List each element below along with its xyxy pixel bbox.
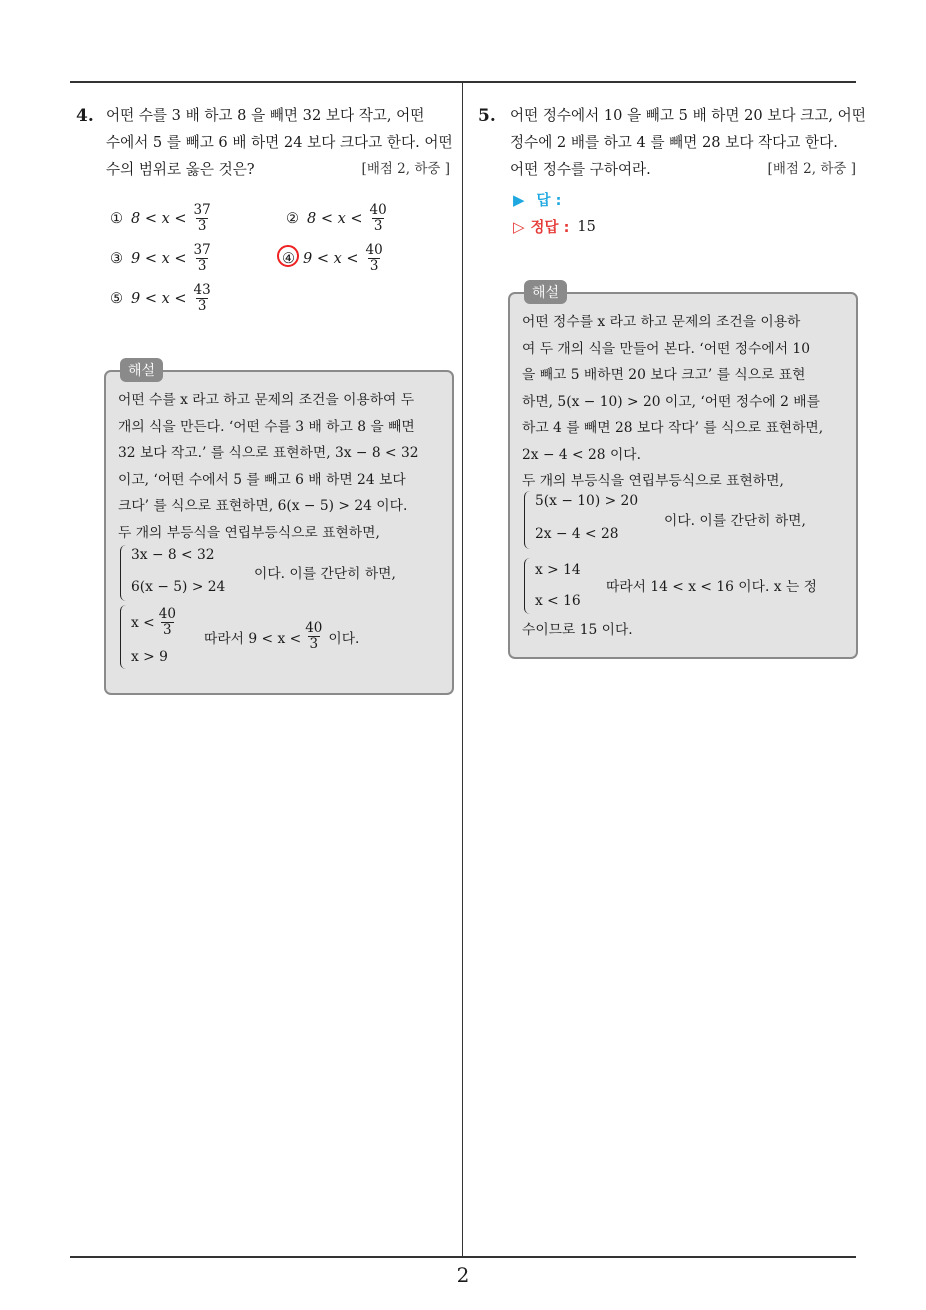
question-5-score: [배점 2, 하중 ]	[767, 161, 856, 177]
question-4-line: 수에서 5 를 빼고 6 배 하면 24 보다 크다고 한다. 어떤	[106, 134, 453, 151]
numerator: 40	[158, 606, 176, 622]
system-line	[131, 607, 176, 638]
question-4-text	[106, 102, 453, 183]
explanation-line: 이고, ‘어떤 수에서 5 를 빼고 6 배 하면 24 보다	[118, 471, 406, 488]
answer-mark-circle	[277, 245, 299, 267]
numerator: 40	[369, 202, 387, 218]
denominator: 3	[369, 258, 379, 274]
bottom-rule	[70, 1256, 856, 1258]
correct-answer-label: 정답 :	[530, 220, 570, 236]
question-4-line: 어떤 수를 3 배 하고 8 을 빼면 32 보다 작고, 어떤	[106, 107, 425, 124]
left-brace	[120, 605, 127, 669]
system-line: 3x − 8 < 32	[131, 547, 215, 563]
inequality-system-1	[120, 543, 260, 603]
answer-label: 답 :	[536, 193, 562, 209]
question-5-line: 정수에 2 배를 하고 4 를 빼면 28 보다 작다고 한다.	[510, 134, 838, 151]
question-5-line: 어떤 정수에서 10 을 빼고 5 배 하면 20 보다 크고, 어떤	[510, 107, 866, 124]
denominator: 3	[163, 622, 172, 638]
system-2-note	[204, 621, 359, 652]
numerator: 37	[193, 202, 211, 218]
choice-fraction	[370, 203, 387, 234]
explanation-line: 크다’ 를 식으로 표현하면, 6(x − 5) > 24 이다.	[118, 498, 408, 514]
choice-5[interactable]	[110, 283, 211, 314]
explanation-line: 두 개의 부등식을 연립부등식으로 표현하면,	[522, 473, 784, 489]
explanation-line: 하고 4 를 빼면 28 보다 작다’ 를 식으로 표현하면,	[522, 420, 824, 436]
denominator: 3	[309, 636, 319, 652]
question-4-line	[106, 156, 450, 183]
denominator: 3	[373, 218, 383, 234]
system-1-note: 이다. 이를 간단히 하면,	[254, 566, 396, 582]
choice-fraction	[366, 243, 383, 274]
choice-number: ⑤	[110, 290, 123, 307]
question-4-line-text: 수의 범위로 옳은 것은?	[106, 161, 255, 178]
page-number: 2	[456, 1263, 470, 1287]
correct-answer-row	[513, 216, 596, 237]
system-line: 6(x − 5) > 24	[131, 579, 226, 595]
inequality-system-1	[524, 489, 664, 551]
numerator: 43	[193, 282, 211, 298]
explanation-tag: 해설	[120, 358, 163, 382]
choice-inequality: 8 < x <	[307, 210, 363, 227]
choice-1[interactable]	[110, 203, 211, 234]
question-5-number: 5.	[478, 106, 496, 126]
explanation-line: 여 두 개의 식을 만들어 본다. ‘어떤 정수에서 10	[522, 340, 810, 357]
note-suffix: 이다.	[328, 630, 360, 647]
choice-fraction	[194, 203, 211, 234]
left-brace	[524, 558, 531, 614]
choice-inequality: 9 < x <	[303, 250, 359, 267]
numerator: 40	[305, 620, 323, 636]
question-4-score: [배점 2, 하중 ]	[361, 161, 450, 177]
choice-3[interactable]	[110, 243, 211, 274]
explanation-line: 개의 식을 만든다. ‘어떤 수를 3 배 하고 8 을 빼면	[118, 418, 415, 435]
choice-fraction	[194, 243, 211, 274]
choice-inequality: 9 < x <	[131, 290, 187, 307]
column-divider	[462, 82, 463, 1256]
choice-inequality: 8 < x <	[131, 210, 187, 227]
outline-triangle-icon: ▷	[513, 217, 525, 236]
system-2-note: 따라서 14 < x < 16 이다. x 는 정	[606, 579, 817, 595]
system-line: x > 9	[131, 649, 168, 665]
choice-number: ①	[110, 210, 123, 227]
explanation-line: 어떤 수를 x 라고 하고 문제의 조건을 이용하여 두	[118, 392, 415, 408]
numerator: 40	[365, 242, 383, 258]
numerator: 37	[193, 242, 211, 258]
correct-answer-value: 15	[577, 218, 596, 235]
explanation-line: 하면, 5(x − 10) > 20 이고, ‘어떤 정수에 2 배를	[522, 393, 820, 410]
choice-number: ④	[282, 250, 295, 267]
choice-number: ③	[110, 250, 123, 267]
system-fraction	[159, 607, 176, 638]
choice-2[interactable]	[286, 203, 387, 234]
choice-number: ②	[286, 210, 299, 227]
system-line: 2x − 4 < 28	[535, 526, 619, 542]
question-5-line	[510, 156, 856, 183]
denominator: 3	[197, 218, 207, 234]
question-5-line-text: 어떤 정수를 구하여라.	[510, 161, 651, 178]
explanation-line: 을 빼고 5 배하면 20 보다 크고’ 를 식으로 표현	[522, 367, 806, 383]
system-line: 5(x − 10) > 20	[535, 493, 639, 509]
explanation-line: 어떤 정수를 x 라고 하고 문제의 조건을 이용하	[522, 314, 801, 330]
explanation-text-q4	[118, 387, 443, 546]
explanation-final-line: 수이므로 15 이다.	[522, 622, 633, 638]
note-prefix: 따라서 9 < x <	[204, 630, 302, 647]
choice-inequality: 9 < x <	[131, 250, 187, 267]
system-line: x < 16	[535, 593, 581, 609]
system-line: x > 14	[535, 562, 581, 578]
explanation-line: 2x − 4 < 28 이다.	[522, 446, 641, 463]
left-brace	[524, 491, 531, 549]
note-fraction	[305, 621, 322, 652]
denominator: 3	[197, 258, 207, 274]
choice-fraction	[194, 283, 211, 314]
play-triangle-icon: ▶	[513, 190, 525, 209]
system-1-note: 이다. 이를 간단히 하면,	[664, 513, 806, 529]
left-brace	[120, 545, 127, 601]
inequality-system-2	[524, 556, 604, 616]
explanation-line: 두 개의 부등식을 연립부등식으로 표현하면,	[118, 524, 380, 541]
answer-row[interactable]	[513, 189, 561, 210]
explanation-tag: 해설	[524, 280, 567, 304]
system-line-prefix: x <	[131, 614, 155, 631]
question-4-number: 4.	[76, 106, 94, 126]
explanation-text-q5	[522, 309, 847, 495]
denominator: 3	[197, 298, 207, 314]
question-5-text	[510, 102, 866, 183]
explanation-line: 32 보다 작고.’ 를 식으로 표현하면, 3x − 8 < 32	[118, 445, 419, 461]
